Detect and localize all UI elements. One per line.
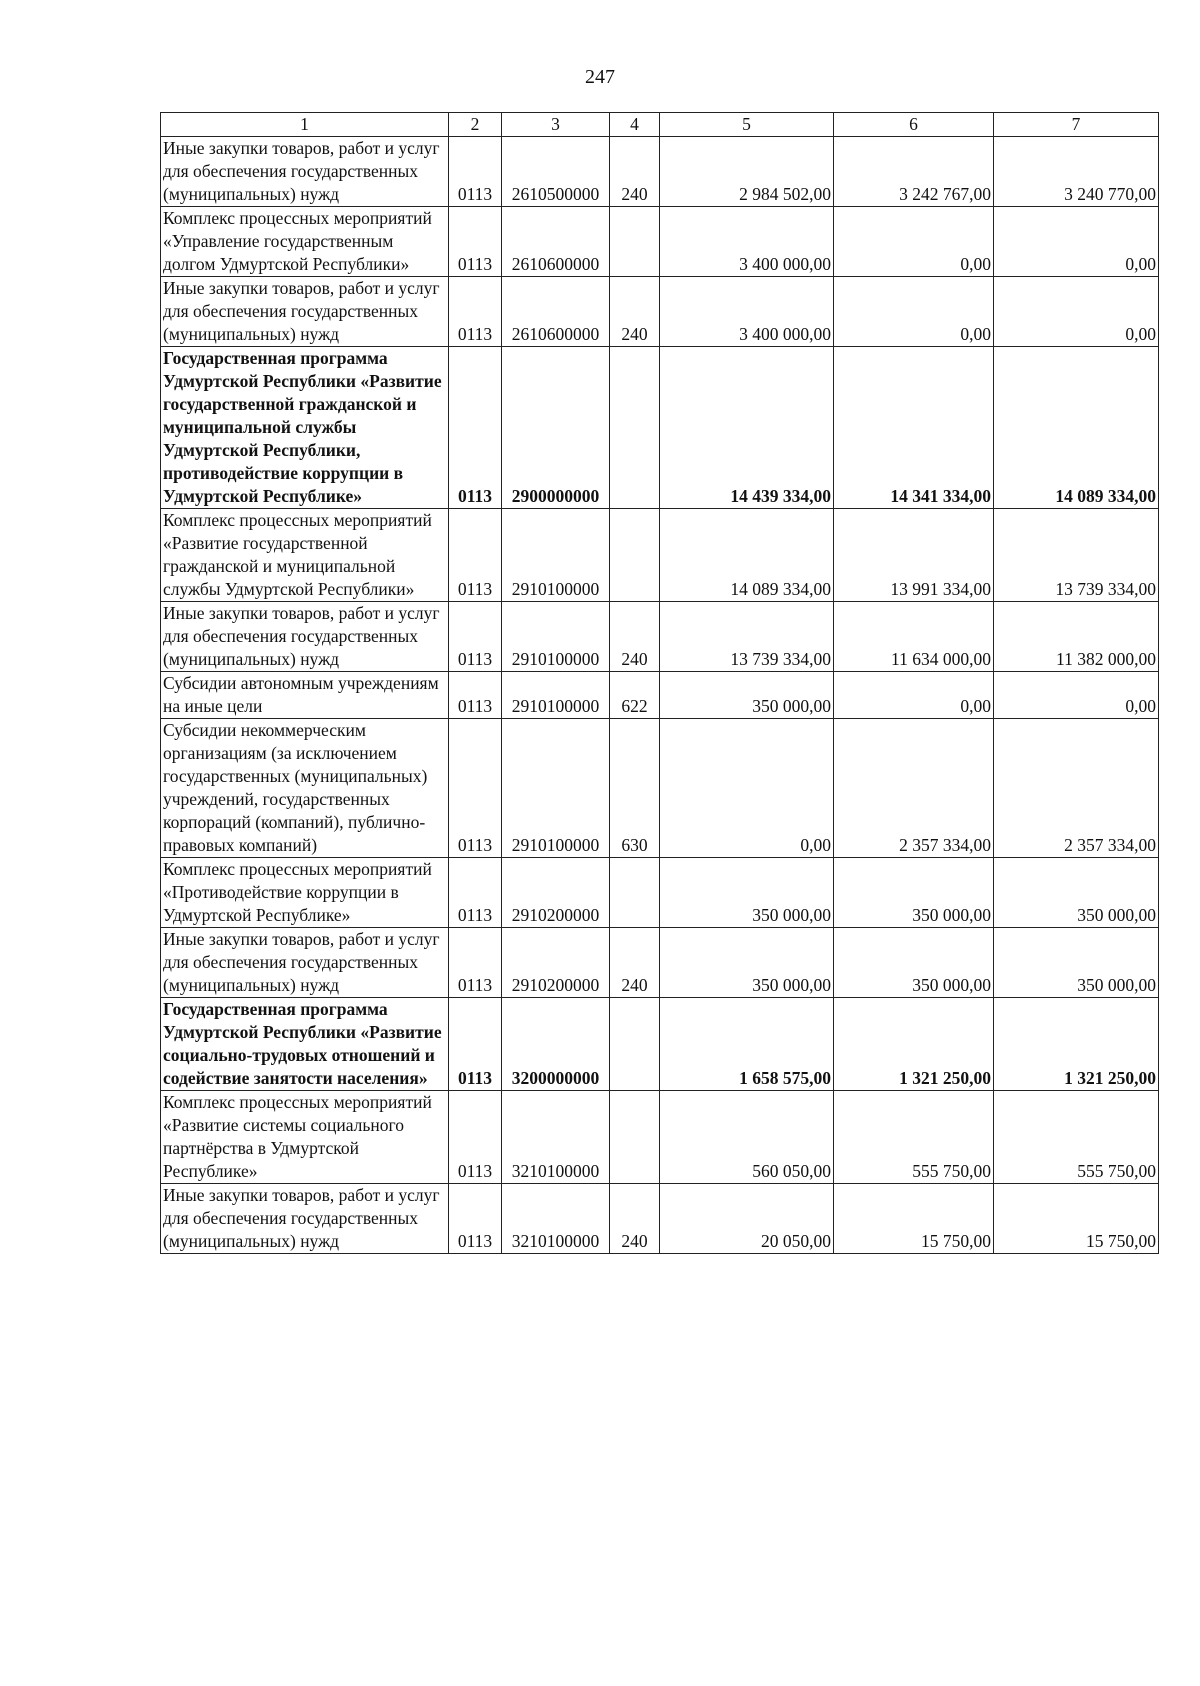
table-row [161,858,1159,928]
expense-type-cell: 622 [610,672,660,719]
amount-cell-3: 11 382 000,00 [994,602,1159,672]
target-article-cell: 2910200000 [502,928,610,998]
section-code-cell: 0113 [449,207,502,277]
table-row [161,137,1159,207]
amount-cell-3: 0,00 [994,672,1159,719]
table-row [161,928,1159,998]
expense-type-cell [610,509,660,602]
amount-cell-3: 15 750,00 [994,1184,1159,1254]
row-name-cell: Иные закупки товаров, работ и услуг для обеспечения государственных (муниципальных) нужд [161,277,449,347]
amount-cell-3: 3 240 770,00 [994,137,1159,207]
section-code-cell: 0113 [449,1184,502,1254]
table-body [161,137,1159,1254]
table-row [161,998,1159,1091]
amount-cell-3: 350 000,00 [994,858,1159,928]
row-name-cell: Иные закупки товаров, работ и услуг для обеспечения государственных (муниципальных) нужд [161,1184,449,1254]
amount-cell-1: 3 400 000,00 [660,207,834,277]
column-header: 5 [660,113,834,137]
row-name-cell: Комплекс процессных мероприятий «Развитие системы социального партнёрства в Удмуртской Республике» [161,1091,449,1184]
section-code-cell: 0113 [449,719,502,858]
column-header: 7 [994,113,1159,137]
amount-cell-2: 350 000,00 [834,928,994,998]
budget-table [160,112,1159,1254]
row-name-cell: Иные закупки товаров, работ и услуг для обеспечения государственных (муниципальных) нужд [161,602,449,672]
section-code-cell: 0113 [449,858,502,928]
amount-cell-3: 350 000,00 [994,928,1159,998]
column-header: 6 [834,113,994,137]
expense-type-cell: 630 [610,719,660,858]
amount-cell-1: 350 000,00 [660,672,834,719]
amount-cell-2: 0,00 [834,277,994,347]
target-article-cell: 2610600000 [502,207,610,277]
table-row [161,277,1159,347]
expense-type-cell [610,998,660,1091]
table-row [161,719,1159,858]
amount-cell-2: 2 357 334,00 [834,719,994,858]
column-header: 4 [610,113,660,137]
row-name-cell: Иные закупки товаров, работ и услуг для обеспечения государственных (муниципальных) нужд [161,137,449,207]
amount-cell-1: 1 658 575,00 [660,998,834,1091]
amount-cell-1: 13 739 334,00 [660,602,834,672]
row-name-cell: Субсидии автономным учреждениям на иные цели [161,672,449,719]
amount-cell-2: 555 750,00 [834,1091,994,1184]
amount-cell-1: 2 984 502,00 [660,137,834,207]
expense-type-cell: 240 [610,928,660,998]
target-article-cell: 2910100000 [502,719,610,858]
expense-type-cell [610,347,660,509]
section-code-cell: 0113 [449,672,502,719]
column-header: 3 [502,113,610,137]
expense-type-cell: 240 [610,602,660,672]
amount-cell-3: 14 089 334,00 [994,347,1159,509]
section-code-cell: 0113 [449,509,502,602]
amount-cell-1: 350 000,00 [660,928,834,998]
amount-cell-1: 350 000,00 [660,858,834,928]
expense-type-cell: 240 [610,277,660,347]
table-row [161,1184,1159,1254]
table-row [161,347,1159,509]
section-code-cell: 0113 [449,347,502,509]
amount-cell-3: 0,00 [994,277,1159,347]
column-header: 2 [449,113,502,137]
row-name-cell: Комплекс процессных мероприятий «Управление государственным долгом Удмуртской Республики» [161,207,449,277]
amount-cell-2: 350 000,00 [834,858,994,928]
target-article-cell: 2610600000 [502,277,610,347]
section-code-cell: 0113 [449,1091,502,1184]
section-code-cell: 0113 [449,998,502,1091]
expense-type-cell [610,1091,660,1184]
amount-cell-1: 14 439 334,00 [660,347,834,509]
page-number: 247 [585,66,615,88]
section-code-cell: 0113 [449,137,502,207]
amount-cell-2: 15 750,00 [834,1184,994,1254]
table-row [161,602,1159,672]
table-header-row [161,113,1159,137]
expense-type-cell: 240 [610,1184,660,1254]
table-row [161,509,1159,602]
row-name-cell: Комплекс процессных мероприятий «Противодействие коррупции в Удмуртской Республике» [161,858,449,928]
target-article-cell: 2900000000 [502,347,610,509]
section-code-cell: 0113 [449,602,502,672]
target-article-cell: 2910100000 [502,672,610,719]
amount-cell-2: 14 341 334,00 [834,347,994,509]
target-article-cell: 3210100000 [502,1184,610,1254]
amount-cell-1: 0,00 [660,719,834,858]
amount-cell-1: 20 050,00 [660,1184,834,1254]
target-article-cell: 2910200000 [502,858,610,928]
row-name-cell: Государственная программа Удмуртской Республики «Развитие государственной гражданской и муниципальной службы Удмуртской Республики, противодействие коррупции в Удмуртской Республике» [161,347,449,509]
amount-cell-2: 13 991 334,00 [834,509,994,602]
target-article-cell: 3210100000 [502,1091,610,1184]
table-row [161,1091,1159,1184]
row-name-cell: Субсидии некоммерческим организациям (за исключением государственных (муниципальных) учреждений, государственных корпораций (компаний), публично-правовых компаний) [161,719,449,858]
expense-type-cell [610,207,660,277]
expense-type-cell [610,858,660,928]
target-article-cell: 2910100000 [502,509,610,602]
target-article-cell: 3200000000 [502,998,610,1091]
amount-cell-2: 11 634 000,00 [834,602,994,672]
amount-cell-2: 3 242 767,00 [834,137,994,207]
section-code-cell: 0113 [449,928,502,998]
target-article-cell: 2910100000 [502,602,610,672]
row-name-cell: Государственная программа Удмуртской Республики «Развитие социально-трудовых отношений и содействие занятости населения» [161,998,449,1091]
amount-cell-3: 0,00 [994,207,1159,277]
table-row [161,207,1159,277]
column-header: 1 [161,113,449,137]
section-code-cell: 0113 [449,277,502,347]
table-row [161,672,1159,719]
amount-cell-2: 0,00 [834,207,994,277]
amount-cell-3: 1 321 250,00 [994,998,1159,1091]
amount-cell-2: 1 321 250,00 [834,998,994,1091]
expense-type-cell: 240 [610,137,660,207]
amount-cell-1: 14 089 334,00 [660,509,834,602]
amount-cell-3: 2 357 334,00 [994,719,1159,858]
amount-cell-1: 3 400 000,00 [660,277,834,347]
row-name-cell: Иные закупки товаров, работ и услуг для обеспечения государственных (муниципальных) нужд [161,928,449,998]
amount-cell-2: 0,00 [834,672,994,719]
amount-cell-3: 13 739 334,00 [994,509,1159,602]
row-name-cell: Комплекс процессных мероприятий «Развитие государственной гражданской и муниципальной службы Удмуртской Республики» [161,509,449,602]
amount-cell-3: 555 750,00 [994,1091,1159,1184]
amount-cell-1: 560 050,00 [660,1091,834,1184]
target-article-cell: 2610500000 [502,137,610,207]
